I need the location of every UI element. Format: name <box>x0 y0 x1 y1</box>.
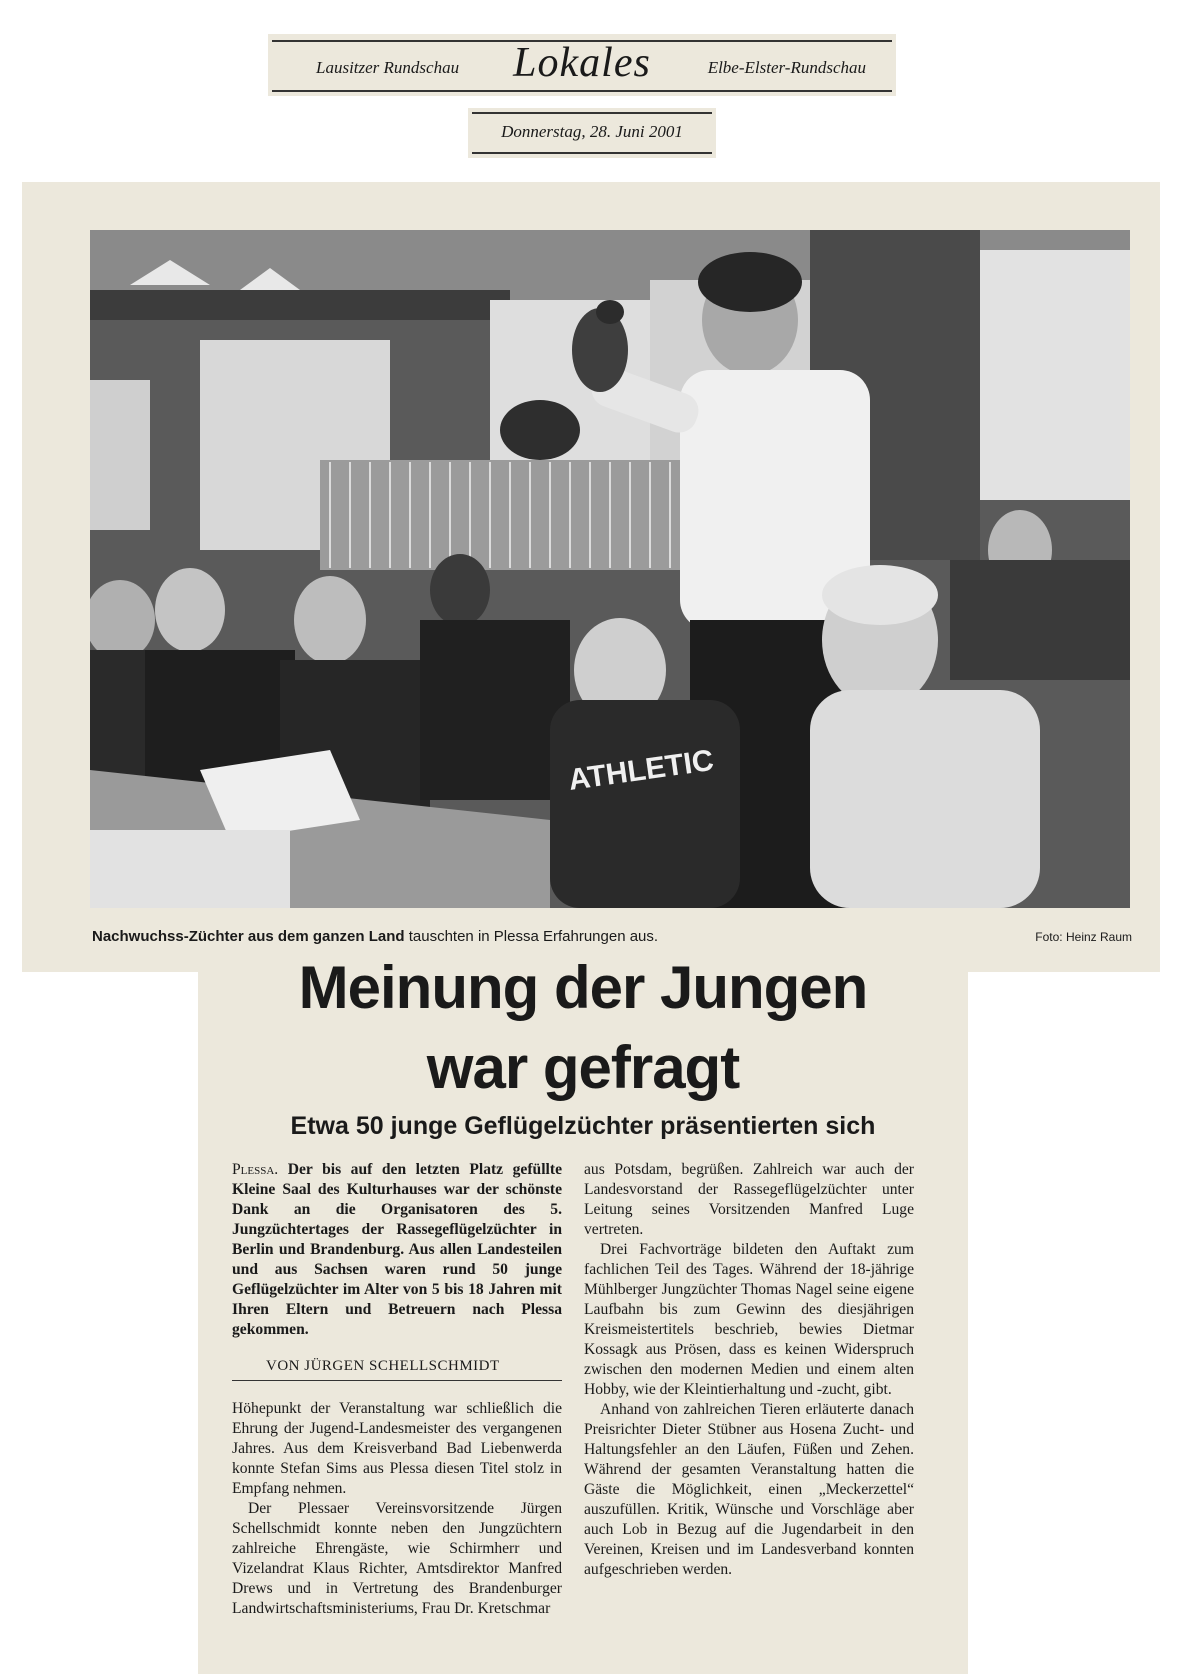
masthead-left-paper: Lausitzer Rundschau <box>316 58 460 77</box>
photo-illustration <box>90 230 1130 908</box>
lead-paragraph <box>232 1160 562 1340</box>
shirt-text: ATHLETIC <box>566 743 716 797</box>
body-paragraph-3: aus Potsdam, begrüßen. Zahlreich war auch der Landesvorstand der Rassegeflügelzüchter unter Leitung seines Vorsitzenden Manfred Luge vertreten. <box>584 1161 914 1238</box>
caption-text: tauschten in Plessa Erfahrungen aus. <box>404 928 659 945</box>
subheadline: Etwa 50 junge Geflügelzüchter präsentierten sich <box>290 1112 876 1140</box>
article-photo <box>90 230 1130 908</box>
date-clipping <box>468 108 716 158</box>
caption-lead: Nachwuchss-Züchter aus dem ganzen Land <box>92 928 405 945</box>
publication-date: Donnerstag, 28. Juni 2001 <box>501 122 683 141</box>
article-column-left <box>232 1160 562 1619</box>
headline-line-2: war gefragt <box>426 1034 740 1101</box>
date-rule-top <box>472 112 712 114</box>
dateline: Plessa. <box>232 1161 279 1178</box>
body-paragraph-1: Höhepunkt der Veranstaltung war schließlich die Ehrung der Jugend-Landesmeister des vergangenen Jahres. Aus dem Kreisverband Bad Liebenwerda konnte Stefan Sims aus Plessa diesen Titel stolz in Empfang nehmen. <box>232 1400 562 1497</box>
section-title: Lokales <box>513 40 651 86</box>
headline-line-1: Meinung der Jungen <box>298 954 868 1021</box>
masthead-right-paper: Elbe-Elster-Rundschau <box>707 58 866 77</box>
photo-credit: Foto: Heinz Raum <box>1035 930 1132 944</box>
lead-text: Der bis auf den letzten Platz gefüllte Kleine Saal des Kulturhauses war der schönste Dank an die Organisatoren des 5. Jungzüchtertages der Rassegeflügelzüchter in Berlin und Brandenburg. Aus allen Landesteilen und aus Sachsen waren rund 50 junge Geflügelzüchter im Alter von 5 bis 18 Jahren mit Ihren Eltern und Betreuern nach Plessa gekommen. <box>232 1161 562 1338</box>
body-paragraph-2: Der Plessaer Vereinsvorsitzende Jürgen Schellschmidt konnte neben den Jungzüchtern zahlreiche Ehrengäste, wie Schirmherr und Vizelandrat Klaus Richter, Amtsdirektor Manfred Drews und in Vertretung des Brandenburger Landwirtschaftsministeriums, Frau Dr. Kretschmar <box>232 1500 562 1617</box>
body-paragraph-4: Drei Fachvorträge bildeten den Auftakt zum fachlichen Teil des Tages. Während der 18-jährige Mühlberger Jungzüchter Thomas Nagel seine eigene Laufbahn bis zum Gewinn des diesjährigen Kreismeistertitels beschrieb, bewies Dietmar Kossagk aus Prösen, dass es keinen Widerspruch zwischen den modernen Medien und einem alten Hobby, wie der Kleintierhaltung und -zucht, gibt. <box>584 1241 914 1398</box>
article-column-right <box>584 1160 914 1580</box>
date-rule-bottom <box>472 152 712 154</box>
masthead-rule-bottom <box>272 90 892 92</box>
byline: VON JÜRGEN SCHELLSCHMIDT <box>232 1356 562 1381</box>
masthead <box>268 34 896 96</box>
body-paragraph-5: Anhand von zahlreichen Tieren erläuterte danach Preisrichter Dieter Stübner aus Hosena Zucht- und Haltungsfehler an den Läufen, Füßen und Zehen. Während der gesamten Veranstaltung hatten die Gäste die Möglichkeit, einen „Meckerzettel“ auszufüllen. Kritik, Wünsche und Vorschläge aber auch Lob in Bezug auf die Jugendarbeit in den Vereinen, Kreisen und im Landesverband konnten aufgeschrieben werden. <box>584 1401 914 1578</box>
headline <box>198 948 968 1108</box>
